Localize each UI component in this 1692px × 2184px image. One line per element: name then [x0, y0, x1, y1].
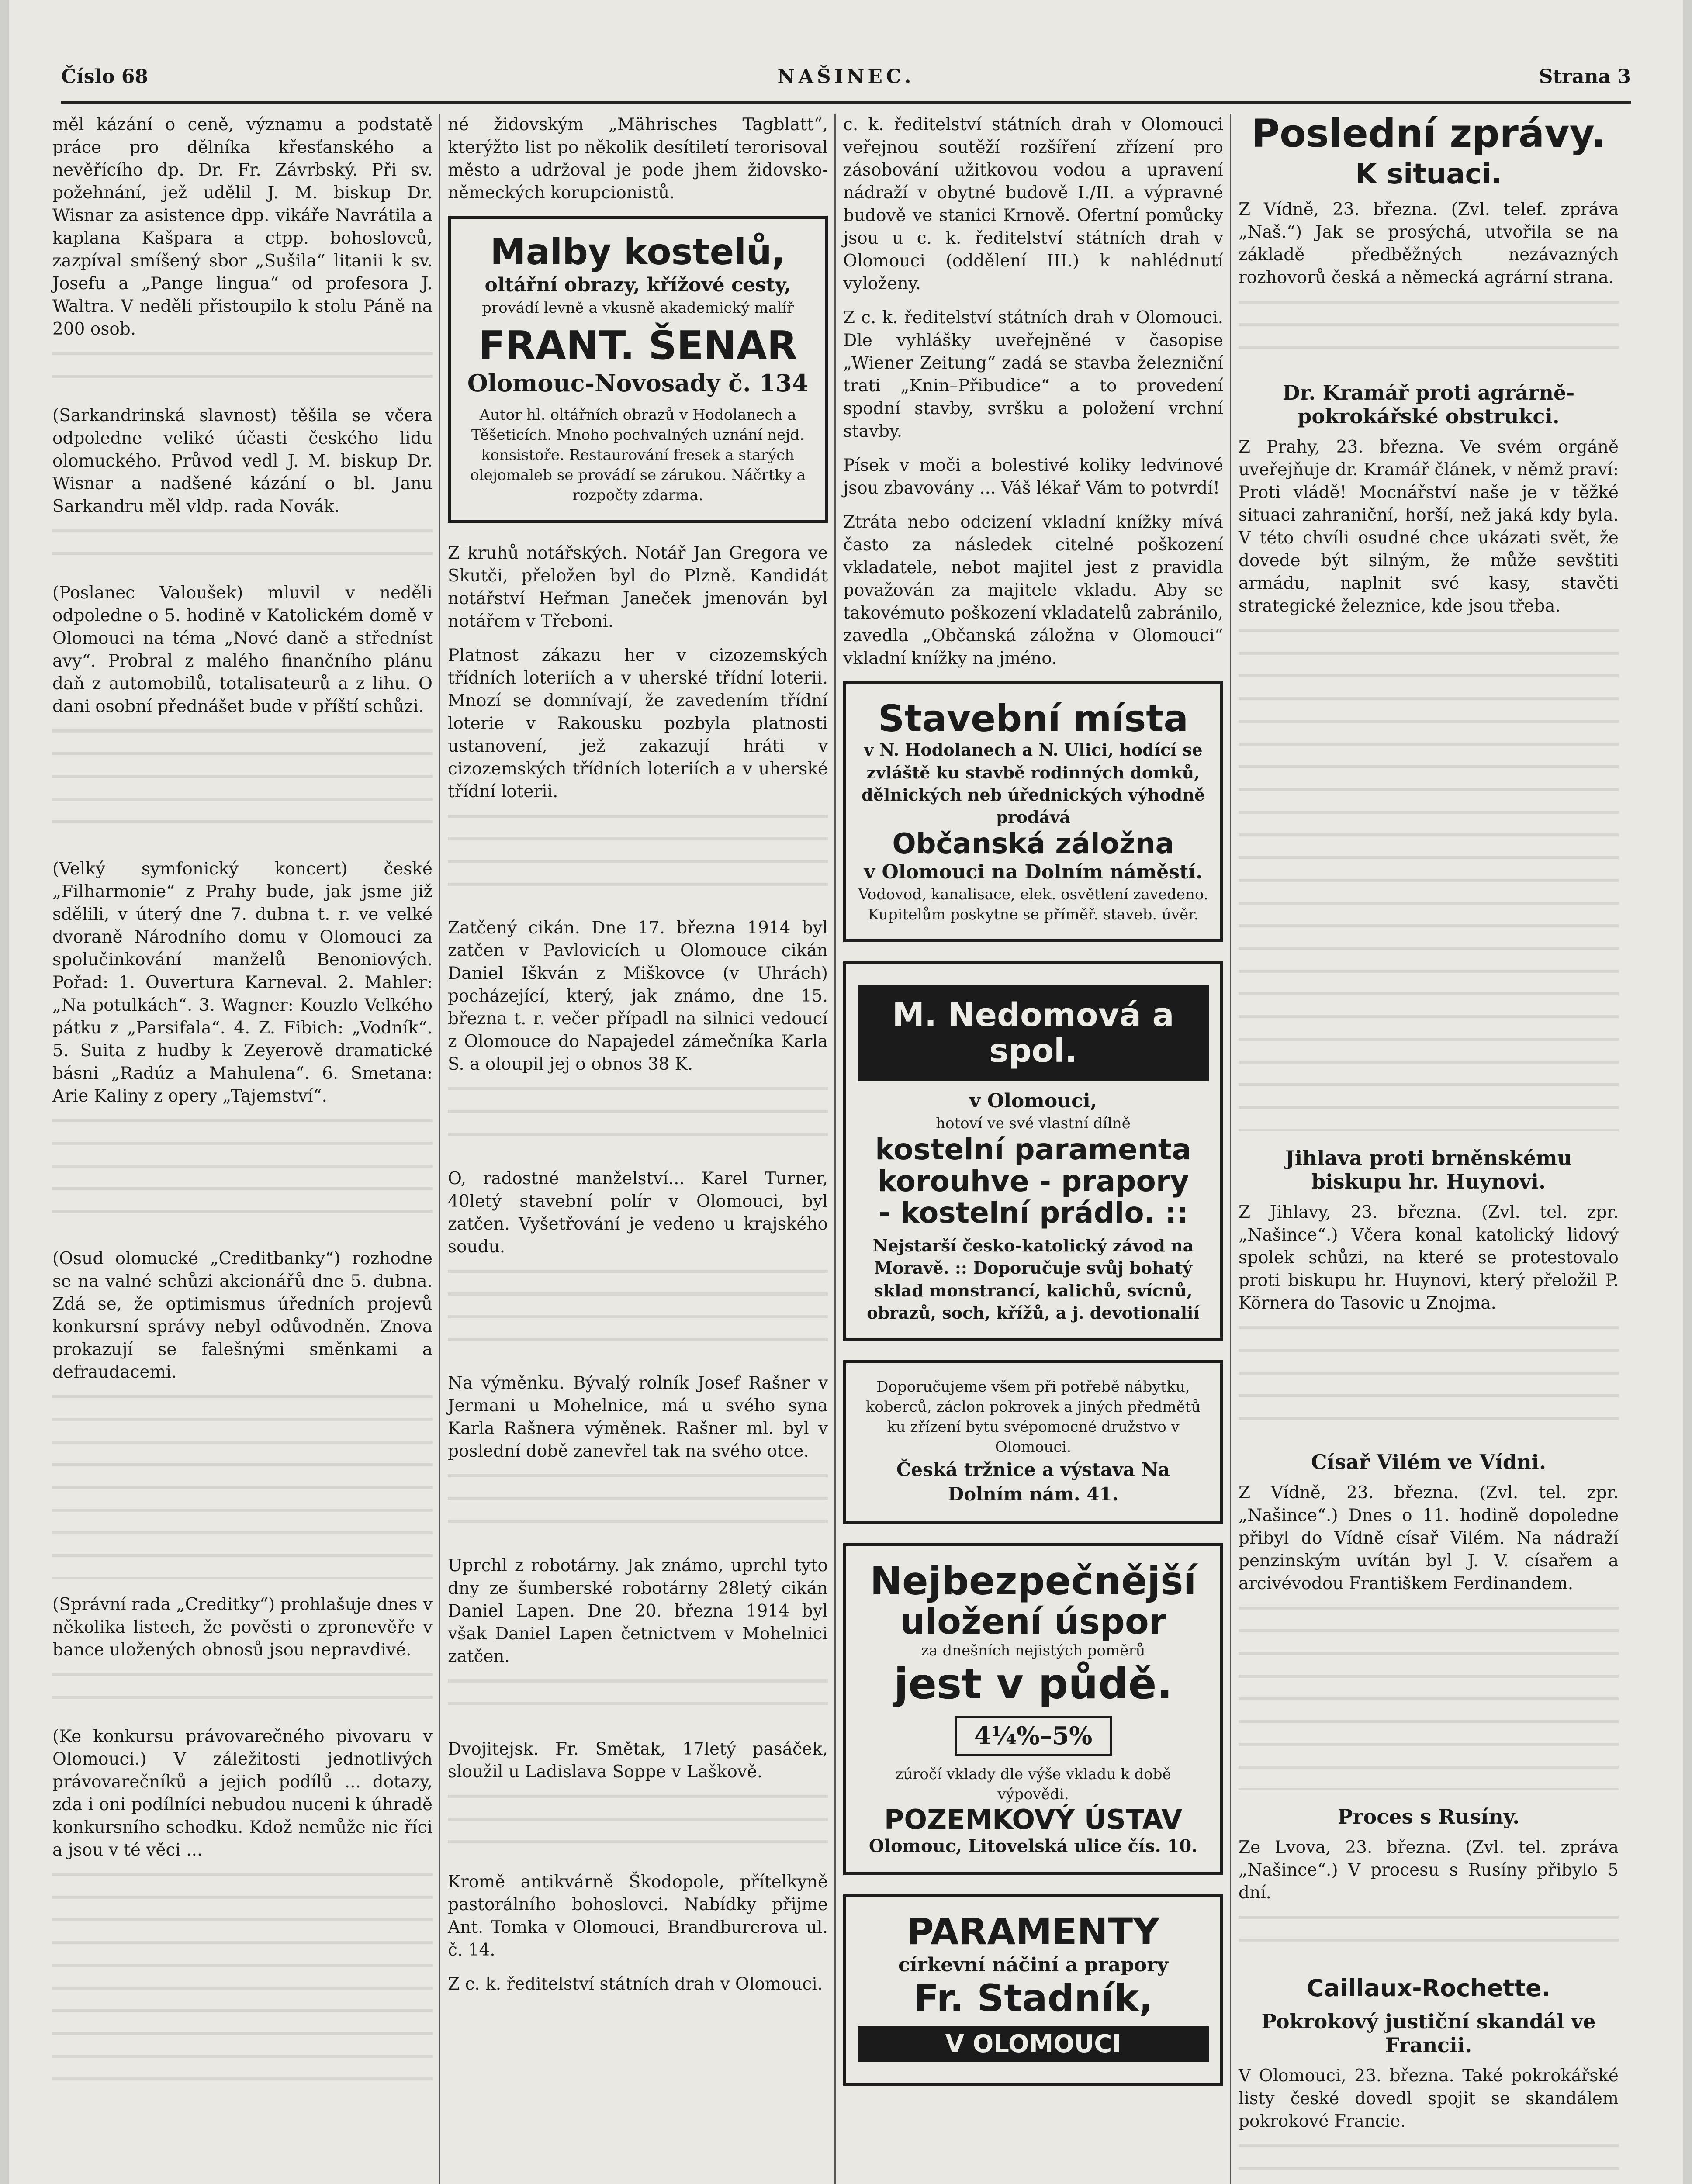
article: V Olomouci, 23. března. Také pokrokářské listy české dovedl spojit se skandálem pokrokové Francie.	[1239, 2066, 1619, 2132]
ad-title: Malby kostelů,	[490, 232, 785, 273]
ad-title: Nejbezpečnější	[870, 1559, 1197, 1604]
article: né židovským „Mährisches Tagblatt“, kterýžto list po několik desítiletí terorisoval město a udržoval je pode jhem židovsko-německých korupcionistů.	[448, 115, 828, 203]
page-header	[9, 66, 1683, 100]
newspaper-page	[9, 0, 1683, 2184]
masthead-title: NAŠINEC.	[777, 66, 915, 88]
advert-stadnik	[843, 1894, 1223, 2086]
section-heading: Poslední zprávy.	[1251, 111, 1606, 156]
column-separator	[1230, 114, 1231, 2184]
ad-name: Česká tržnice a výstava Na Dolním nám. 41.	[896, 1458, 1170, 1505]
article-heading: Caillaux-Rochette.	[1306, 1974, 1551, 2002]
advert-pozemkovy-ustav	[843, 1543, 1223, 1875]
advert-ceska-trznice	[843, 1360, 1223, 1524]
article: měl kázání o ceně, významu a podstatě práce pro dělníka křesťanského a nevěřícího dp. Dr. Fr. Závrbský. Při sv. požehnání, jež udělil J. M. biskup Dr. Wisnar za asistence dpp. vikáře Navrátila a kaplana Kašpara a ctpp. bohoslovců, zazpíval smíšený sbor „Sušila“ litanii k sv. Josefu a „Pange lingua“ od profesora J. Waltra. V neděli přistoupilo k stolu Páně na 200 osob.	[52, 115, 433, 339]
article: Uprchl z robotárny. Jak známo, uprchl tyto dny ze šumberské robotárny 28letý cikán Daniel Lapen. Dne 20. března 1914 byl však Daniel Lapen četnictvem v Mohelnici zatčen.	[448, 1555, 828, 1666]
ad-title: Stavební místa	[878, 697, 1189, 740]
ad-text: zúročí vklady dle výše vkladu k době výpovědi.	[895, 1766, 1171, 1804]
ad-subtitle: oltářní obrazy, křížové cesty,	[484, 274, 791, 297]
article: Z Vídně, 23. března. (Zvl. tel. zpr. „Našince“.) Dnes o 11. hodině dopoledne přibyl do Vídně císař Vilém. Na nádraží penzinským uvítán byl J. V. císařem a arcivévodou Františkem Ferdinandem.	[1239, 1483, 1619, 1594]
ad-place: v Olomouci,	[969, 1089, 1097, 1112]
ad-place: v Olomouci na Dolním náměstí.	[864, 860, 1203, 883]
article: (Správní rada „Creditky“) prohlašuje dnes v několika listech, že pověsti o zpronevěře v bance uložených obnosů jsou nepravdivé.	[52, 1595, 433, 1660]
advert-stavebni-mista	[843, 681, 1223, 942]
article: Z Prahy, 23. března. Ve svém orgáně uveřejňuje dr. Kramář článek, v němž praví: Proti vládě! Mocnářství naše je v těžké situaci zahraniční, horší, než jaká kdy byla. V této chvíli osudné chce ukázati svět, že dovede být silným, že může sevštiti armádu, naplnit své kasy, stavěti strategické železnice, kde jsou třeba.	[1239, 437, 1619, 616]
column-separator	[834, 114, 836, 2184]
column-3	[843, 114, 1223, 2105]
ad-subtitle: za dnešních nejistých poměrů	[921, 1641, 1145, 1659]
article: Dvojitejsk. Fr. Smětak, 17letý pasáček, sloužil u Ladislava Soppe v Laškově.	[448, 1739, 828, 1782]
ad-title-2: uložení úspor	[900, 1601, 1166, 1642]
ad-big-line: korouhve - prapory	[877, 1164, 1189, 1198]
ad-place: V OLOMOUCI	[858, 2026, 1209, 2062]
article: (Ke konkursu právovarečného pivovaru v Olomouci.) V záležitosti jednotlivých právovarečníků a jejich podílů ... dotazy, zda i oni podílníci nebudou nuceni k úhradě konkursního schodku. Kdož nemůže nic říci a jsou v té věci ...	[52, 1727, 433, 1860]
ad-big-line: jest v půdě.	[894, 1659, 1173, 1708]
article-heading: Proces s Rusíny.	[1337, 1805, 1520, 1829]
page-number: Strana 3	[1539, 66, 1631, 88]
article: (Sarkandrinská slavnost) těšila se včera odpoledne veliké účasti českého lidu olomuckého. Průvod vedl J. M. biskup Dr. Wisnar a nadšené kázání o bl. Janu Sarkandru měl vldp. rada Novák.	[52, 406, 433, 516]
ad-text: v N. Hodolanech a N. Ulici, hodící se zvláště ku stavbě rodinných domků, dělnických neb úřednických výhodně prodává	[862, 740, 1205, 827]
column-separator	[439, 114, 440, 2184]
article-heading: Jihlava proti brněnskému biskupu hr. Huynovi.	[1285, 1146, 1572, 1194]
article: Z Vídně, 23. března. (Zvl. telef. zpráva „Naš.“) Jak se prosýchá, utvořila se na základě předběžných nezávazných rozhovorů česká a německá agrární strana.	[1239, 200, 1619, 288]
ad-small-print: Vodovod, kanalisace, elek. osvětlení zavedeno. Kupitelům poskytne se příměř. staveb. úvěr.	[858, 886, 1208, 924]
article: Z Jihlavy, 23. března. (Zvl. tel. zpr. „Našince“.) Včera konal katolický lidový spolek schůzi, na které se protestovalo proti biskupu hr. Huynovi, který přeložil P. Körnera do Tasovic u Znojma.	[1239, 1203, 1619, 1313]
article: (Velký symfonický koncert) české „Filharmonie“ z Prahy bude, jak jsme již sdělili, v úterý dne 7. dubna t. r. ve velké dvoraně Národního domu v Olomouci za spolučinkování manželů Benoniových. Pořad: 1. Ouvertura Karneval. 2. Mahler: „Na potulkách“. 3. Wagner: Kouzlo Velkého pátku z „Parsifala“. 4. Z. Fibich: „Vodník“. 5. Suita z hudby k Zeyerově dramatické básni „Radúz a Mahulena“. 6. Smetana: Arie Kaliny z opery „Tajemství“.	[52, 859, 433, 1106]
ad-big-line: - kostelní prádlo. ::	[878, 1196, 1188, 1230]
ad-text: Doporučujeme všem při potřebě nábytku, koberců, záclon pokrovek a jiných předmětů ku zřízení bytu svépomocné družstvo v Olomouci.	[865, 1378, 1201, 1456]
article-heading: Dr. Kramář proti agrárně-pokrokářské obstrukci.	[1282, 381, 1575, 429]
article: Z c. k. ředitelství státních drah v Olomouci. Dle vyhlášky uveřejněné v časopise „Wiener Zeitung“ zadá se stavba železniční trati „Knin–Přibudice“ a to provedení spodní stavby, svršku a položení vrchní stavby.	[843, 308, 1223, 441]
column-4	[1239, 111, 1619, 2184]
ad-name: Občanská záložna	[892, 827, 1174, 860]
advert-malby-kostelu	[448, 216, 828, 523]
ad-line: hotoví ve své vlastní dílně	[936, 1115, 1131, 1133]
section-subheading: K situaci.	[1355, 158, 1502, 191]
issue-number: Číslo 68	[61, 66, 149, 88]
article: Kromě antikvárně Škodopole, přítelkyně pastorálního bohoslovci. Nabídky přijme Ant. Tomka v Olomouci, Brandburerova ul. č. 14.	[448, 1872, 828, 1960]
ad-small-print: Autor hl. oltářních obrazů v Hodolanech a Těšeticích. Mnoho pochvalných uznání nejd. konsistoře. Restaurování fresek a starých olejomaleb se provádí se zárukou. Náčrtky a rozpočty zdarma.	[470, 406, 806, 504]
ad-big-line: kostelní paramenta	[875, 1133, 1191, 1167]
article: O, radostné manželství... Karel Turner, 40letý stavební polír v Olomouci, byl zatčen. Vyšetřování je vedeno u krajského soudu.	[448, 1168, 828, 1257]
advert-nedomova	[843, 961, 1223, 1341]
article-heading: Císař Vilém ve Vídni.	[1311, 1450, 1547, 1474]
article: Z kruhů notářských. Notář Jan Gregora ve Skutči, přeložen byl do Plzně. Kandidát notářství Heřman Janeček jmenován byl notářem v Třeboni.	[448, 543, 828, 631]
article: Platnost zákazu her v cizozemských třídních loteriích a v uherské třídní loterii. Mnozí se domnívají, že zavedením třídní loterie v Rakousku pozbyla platnosti ustanovení, jež zakazují hráti v cizozemských třídních loteriích a v uherské třídní loterii.	[448, 645, 828, 802]
ad-place: Olomouc, Litovelská ulice čís. 10.	[868, 1836, 1198, 1857]
interest-rate: 4¼%–5%	[955, 1716, 1112, 1756]
ad-title: PARAMENTY	[907, 1910, 1159, 1953]
article: Z c. k. ředitelství státních drah v Olomouci.	[448, 1974, 823, 1994]
article: (Poslanec Valoušek) mluvil v neděli odpoledne o 5. hodině v Katolickém domě v Olomouci na téma „Nové daně a středníst avy“. Probral z malého finančního plánu daň z automobilů, totalisateurů a z lihu. O dani osobní přednášet bude v příští schůzi.	[52, 583, 433, 716]
ad-text: Nejstarší česko-katolický závod na Moravě. :: Doporučuje svůj bohatý sklad monstrancí, kalichů, svícnů, obrazů, soch, křížů, a j. devotionalií	[867, 1235, 1200, 1323]
ad-subtitle: církevní náčiní a prapory	[898, 1953, 1168, 1976]
article: Písek v moči a bolestivé koliky ledvinové jsou zbavovány ... Váš lékař Vám to potvrdí!	[843, 456, 1223, 498]
article: Ztráta nebo odcizení vkladní knížky mívá často za následek citelné poškození vkladatele, nebot majitel jest z pravidla považován za majitele vkladu. Aby se takovémuto poškození vkladatelů zabránilo, zavedla „Občanská záložna v Olomouci“ vkladní knížky na jméno.	[843, 512, 1223, 668]
article: c. k. ředitelství státních drah v Olomouci veřejnou soutěží rozšíření zřízení pro zásobování užitkovou vodou a upravení nádraží v obytné budově I./II. a výpravné budově ve stanici Krnově. Ofertní pomůcky jsou u c. k. ředitelství státních drah v Olomouci (oddělení III.) k nahlédnutí vyloženy.	[843, 115, 1223, 294]
ad-name: Fr. Stadník,	[913, 1977, 1153, 2021]
ad-line: provádí levně a vkusně akademický malíř	[482, 299, 794, 317]
ad-name: FRANT. ŠENAR	[478, 323, 797, 369]
article-subheading: Pokrokový justiční skandál ve Francii.	[1261, 2010, 1596, 2057]
article: Na výměnku. Bývalý rolník Josef Rašner v Jermani u Mohelnice, má u svého syna Karla Rašnera výměnek. Rašner ml. byl v poslední době zanevřel tak na svého otce.	[448, 1373, 828, 1461]
ad-place: Olomouc-Novosady č. 134	[467, 369, 809, 397]
column-1	[52, 114, 433, 2115]
article: Zatčený cikán. Dne 17. března 1914 byl zatčen v Pavlovicích u Olomouce cikán Daniel Iškván z Miškovce (v Uhrách) pocházející, který, jak známo, dne 15. března t. r. večer případl na silnici vedoucí z Olomouce do Napajedel zámečníka Karla S. a oloupil jej o obnos 38 K.	[448, 918, 828, 1074]
header-rule	[61, 101, 1631, 104]
ad-title: M. Nedomová a spol.	[858, 985, 1209, 1081]
article: (Osud olomucké „Creditbanky“) rozhodne se na valné schůzi akcionářů dne 5. dubna. Zdá se, že optimismus úředních projevů konkursní správy nebyl odůvodněn. Znova prokazují se falešnými směnkami a defraudacemi.	[52, 1249, 433, 1382]
ad-name: POZEMKOVÝ ÚSTAV	[884, 1804, 1183, 1836]
column-2	[448, 114, 828, 2007]
article: Ze Lvova, 23. března. (Zvl. tel. zpráva „Našince“.) V procesu s Rusíny přibylo 5 dní.	[1239, 1838, 1619, 1903]
